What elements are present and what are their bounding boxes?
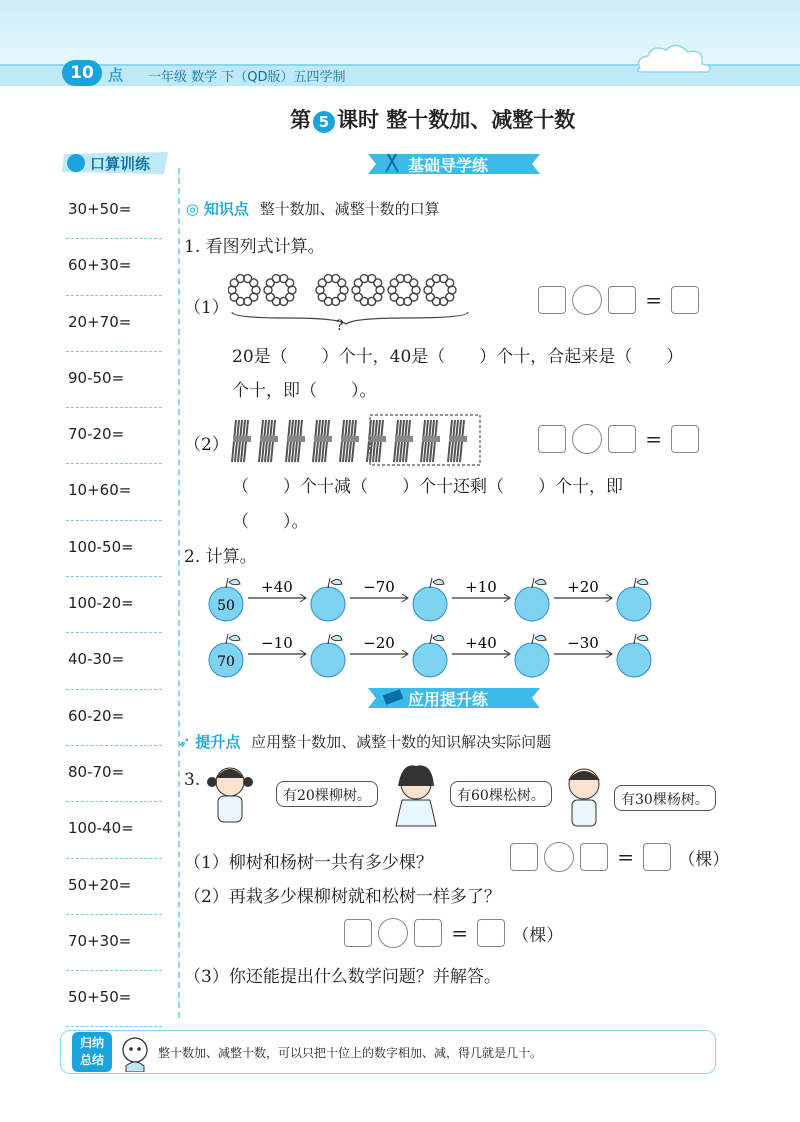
oral-list [66, 183, 162, 1027]
answer-box[interactable] [643, 843, 671, 871]
stick-bundle [367, 420, 386, 462]
apple-icon [515, 634, 549, 677]
q3-part1: （1）柳树和杨树一共有多少棵？ [184, 853, 433, 873]
operator-circle[interactable] [572, 424, 602, 454]
answer-box[interactable] [580, 843, 608, 871]
girl-character-2 [396, 765, 436, 826]
q1-part2-equation [538, 424, 699, 454]
answer-box[interactable] [538, 286, 566, 314]
summary-tag-line1: 归纳 [79, 1036, 104, 1050]
q1-part1-label: （1） [184, 298, 229, 318]
stick-bundles-image [230, 412, 482, 468]
equals-sign: = [451, 921, 469, 945]
answer-box[interactable] [477, 919, 505, 947]
equals-sign: = [645, 427, 663, 451]
operator-circle[interactable] [544, 842, 574, 872]
apple-icon [515, 578, 549, 621]
stick-bundle [259, 420, 278, 462]
lesson-title [290, 104, 575, 134]
oral-item: 30+50= [66, 183, 162, 239]
answer-box[interactable] [671, 425, 699, 453]
stick-bundle [448, 420, 467, 462]
chain-operation: −70 [363, 578, 395, 596]
page-number: 10 [62, 60, 102, 86]
answer-box[interactable] [414, 919, 442, 947]
chain-operation: −30 [567, 634, 599, 652]
apple-icon [311, 634, 345, 677]
q1-part2-line2: （ ）。 [232, 512, 309, 532]
chain-operation: +20 [567, 578, 599, 596]
target-icon: ◎ [186, 200, 200, 218]
section-banner-apply [368, 684, 540, 712]
chain-operation: −10 [261, 634, 293, 652]
unit-label: （棵） [678, 849, 730, 870]
summary-tag [72, 1032, 112, 1072]
title-prefix: 第 [290, 108, 311, 132]
q3-number: 3. [184, 770, 201, 790]
answer-box[interactable] [608, 286, 636, 314]
operator-circle[interactable] [572, 285, 602, 315]
oral-item: 60+30= [66, 239, 162, 295]
chain-operation: −20 [363, 634, 395, 652]
improve-point-tag: 提升点 [195, 733, 241, 751]
bead [286, 279, 294, 287]
q1-part2-line1: （ ）个十减（ ）个十还剩（ ）个十，即 [232, 477, 623, 497]
answer-box[interactable] [608, 425, 636, 453]
column-divider [178, 168, 180, 1018]
stick-bundle [340, 420, 359, 462]
bead-groups-image [228, 266, 478, 338]
oral-item: 80-70= [66, 746, 162, 802]
knowledge-point-tag: 知识点 [203, 200, 249, 218]
summary-text: 整十数加、减整十数，可以只把十位上的数字相加、减，得几就是几十。 [158, 1046, 543, 1060]
title-suffix: 课时 整十数加、减整十数 [337, 108, 576, 132]
stick-bundle [286, 420, 305, 462]
bead [338, 279, 346, 287]
apple-icon [617, 578, 651, 621]
improve-point [178, 731, 551, 752]
q1-part1-line2: 个十，即（ ）。 [232, 381, 377, 401]
oral-item: 70+30= [66, 915, 162, 971]
apple-icon [617, 634, 651, 677]
equals-sign: = [645, 288, 663, 312]
q2-title: 2. 计算。 [184, 547, 257, 567]
knowledge-point-text: 整十数加、减整十数的口算 [259, 200, 440, 218]
bead [374, 279, 382, 287]
oral-item: 50+50= [66, 971, 162, 1027]
apple-chain-diagram [200, 570, 680, 680]
q3-part1-equation [510, 842, 729, 872]
banner-basic-text: 基础导学练 [408, 156, 489, 175]
q1-title: 1. 看图列式计算。 [184, 237, 325, 257]
oral-item: 90-50= [66, 352, 162, 408]
chain-operation: +40 [261, 578, 293, 596]
operator-circle[interactable] [378, 918, 408, 948]
oral-item: 100-40= [66, 802, 162, 858]
oral-item: 10+60= [66, 464, 162, 520]
stick-bundle [394, 420, 413, 462]
cloud-icon [630, 38, 720, 78]
oral-training-label: 口算训练 [90, 155, 151, 173]
book-info: 一年级 数学 下（QD版）五四学制 [148, 70, 346, 85]
oral-item: 40-30= [66, 633, 162, 689]
bead [410, 279, 418, 287]
chain-operation: +10 [465, 578, 497, 596]
answer-box[interactable] [510, 843, 538, 871]
apple-icon [311, 578, 345, 621]
q1-part2-label: （2） [184, 435, 229, 455]
speech-bubble-pine: 有60棵松树。 [450, 781, 552, 807]
answer-box[interactable] [538, 425, 566, 453]
oral-item: 100-20= [66, 577, 162, 633]
bead [250, 279, 258, 287]
q3-part2: （2）再栽多少棵柳树就和松树一样多了？ [184, 887, 501, 907]
chain-start-value: 70 [217, 654, 235, 670]
lesson-number: 5 [313, 111, 335, 133]
stick-bundle [232, 420, 251, 462]
mascot-icon [118, 1036, 152, 1072]
oral-training-tag [60, 150, 172, 176]
q1-question-mark: ? [336, 318, 344, 334]
q3-part3: （3）你还能提出什么数学问题？并解答。 [184, 967, 501, 987]
oral-item: 70-20= [66, 408, 162, 464]
answer-box[interactable] [344, 919, 372, 947]
stick-bundle [421, 420, 440, 462]
stick-bundle [313, 420, 332, 462]
speech-bubble-poplar: 有30棵杨树。 [614, 785, 716, 811]
oral-item: 50+20= [66, 859, 162, 915]
girl-character-1 [207, 768, 253, 822]
q3-part2-equation [344, 918, 563, 948]
boy-character [568, 769, 600, 826]
improve-point-text: 应用整十数加、减整十数的知识解决实际问题 [251, 733, 552, 751]
unit-label: （棵） [512, 925, 564, 946]
speech-bubble-willow: 有20棵柳树。 [276, 781, 378, 807]
summary-tag-line2: 总结 [79, 1053, 104, 1067]
bead [446, 279, 454, 287]
equals-sign: = [617, 845, 635, 869]
banner-apply-text: 应用提升练 [408, 690, 489, 709]
answer-box[interactable] [671, 286, 699, 314]
chain-operation: +40 [465, 634, 497, 652]
apple-icon [413, 578, 447, 621]
rocket-icon: ➶ [178, 733, 191, 751]
q1-part1-line1: 20是（ ）个十，40是（ ）个十，合起来是（ ） [232, 347, 684, 367]
brand-logo: 点 [108, 66, 124, 84]
oral-item: 60-20= [66, 690, 162, 746]
knowledge-point [186, 198, 440, 219]
apple-icon [413, 634, 447, 677]
q1-part1-equation [538, 285, 699, 315]
oral-item: 20+70= [66, 296, 162, 352]
section-banner-basic [368, 150, 540, 178]
oral-item: 100-50= [66, 521, 162, 577]
chain-start-value: 50 [217, 598, 235, 614]
